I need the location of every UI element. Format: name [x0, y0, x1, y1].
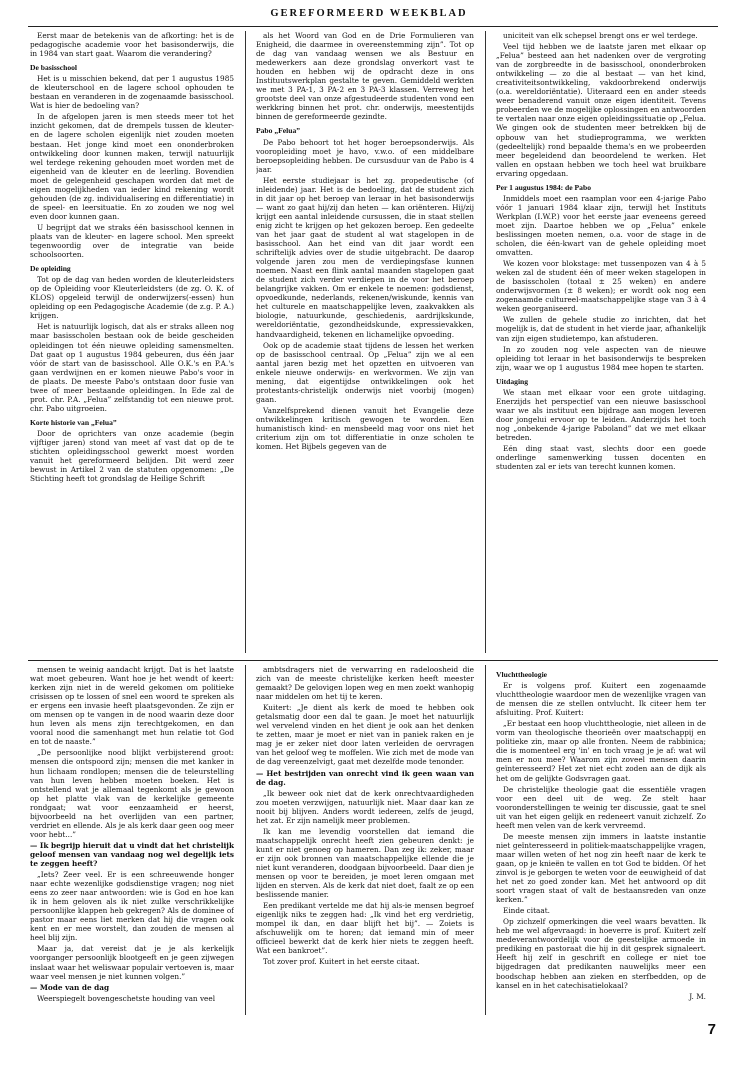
paragraph: Ik kan me levendig voorstellen dat iemand die maatschappelijk onrecht heeft zien gebeuren denkt: je kunt er niet genoeg op hameren. Dan zeg ik: zeker, maar er zijn ook bronnen van maatschappelijke ellende die je niet kunt veranderen, doodgaan bijvoorbeeld. Daar dien je mensen op voor te bereiden, je moet leren omgaan met lijden en sterven. Als de kerk dat niet doet, faalt ze op een beslissende manier. — [256, 826, 474, 900]
bottom-column-3 — [496, 665, 706, 1015]
paragraph: Tot zover prof. Kuitert in het eerste citaat. — [263, 957, 420, 967]
paragraph: Inmiddels moet een raamplan voor een 4-jarige Pabo vóór 1 januari 1984 klaar zijn, terwijl het Instituts Werkplan (I.W.P.) voor het eerste jaar eveneens gereed moet zijn. Daartoe hebben we op „Felua” enkele beslissingen moeten nemen, o.a. voor de stage in de scholen, die één-kwart van de gehele opleiding moet omvatten. — [496, 193, 706, 258]
section-heading: Pabo „Felua” — [256, 126, 301, 136]
paragraph: Veel tijd hebben we de laatste jaren met elkaar op „Felua” besteed aan het nadenken over de vergroting van de zorgbreedte in de basisschool, ononderbroken ontwikkeling — zo die al bestaat — van het kind, creativiteitsontwikkeling, vakdoorbrekend onderwijs (o.a. wereldoriëntatie). Uiteraard een en ander steeds weer benaderend vanuit onze eigen identiteit. Tevens probeerden we de mogelijke oplossingen en antwoorden te vertalen naar onze eigen opleidingssituatie op „Felua. We gingen ook de studenten meer betrekken bij de opbouw van het studieprogramma, we werkten (gedeeltelijk) rond bepaalde thema's en we probeerden meer begeleidend dan beoordelend te werken. Het vallen en opstaan hebben we toch heel wat bruikbare ervaring opgedaan. — [496, 42, 706, 178]
paragraph: Kuitert: „Je dient als kerk de moed te hebben ook getalsmatig door een dal te gaan. Je moet het natuurlijk wel vervelend vinden en het dient je ook aan het denken te zetten, maar je moet er niet van in paniek raken en je mag je er zeker niet door laten verleiden de oervragen van het geloof weg te moffelen. Wie zich met de mode van de dag vereenzelvigt, gaat met dezelfde mode tenonder. — [256, 703, 474, 767]
paragraph: als het Woord van God en de Drie Formulieren van Enigheid, die daarmee in overeenstemming zijn”. Tot op de dag van vandaag wensen we als Bestuur en medewerkers aan deze grondslag onverkort vast te houden en hebben wij de opdracht deze in ons Instituutswerkplan gestalte te geven. Gemiddeld werkten we met 3 PA-1, 3 PA-2 en 3 PA-3 klassen. Verreweg het grootste deel van onze afgestudeerde studenten vond een werkkring binnen het prot. chr. onderwijs, meestentijds binnen de gereformeerde gezindte. — [256, 31, 474, 122]
interview-question: — Het bestrijden van onrecht vind ik geen waan van de dag. — [256, 768, 474, 787]
paragraph: ambtsdragers niet de verwarring en radeloosheid die zich van de meeste christelijke kerken heeft meester gemaakt? De gelovigen lopen weg en men zoekt wanhopig naar middelen om het tij te keren. — [256, 665, 474, 702]
column-divider — [245, 665, 246, 1015]
paragraph: „Iets? Zeer veel. Er is een schreeuwende honger naar echte wezenlijke godsdienstige vragen; nog niet eens zo zeer naar antwoorden: wie is God en hoe kan ik in hem geloven als ik niet zulke verschrikkelijke persoonlijke klappen heb gekregen? Als de dominee of pastor maar eens liet merken dat hij die vragen ook kent en er mee worstelt, dan zouden de mensen al heel blij zijn. — [30, 870, 234, 943]
paragraph: Het is u misschien bekend, dat per 1 augustus 1985 de kleuterschool en de lagere school ophouden te bestaan en veranderen in de zogenaamde basisschool. Wat is hier de bedoeling van? — [30, 74, 234, 111]
paragraph: mensen te weinig aandacht krijgt. Dat is het laatste wat moet gebeuren. Want hoe je het wendt of keert: kerken zijn niet in de wereld gekomen om politieke crisissen op te lossen of snel een woord te spreken als er ergens een invasie heeft plaatsgevonden. Ze zijn er om mensen op te vangen in de nood waarin deze door hun leven als mens zijn terechtgekomen, en dan vooral nood die samenhangt met hun relatie tot God en tot de naaste.” — [30, 665, 234, 747]
section-heading: Per 1 augustus 1984: de Pabo — [496, 182, 591, 192]
interview-question: — Mode van de dag — [30, 982, 110, 992]
paragraph: Eerst maar de betekenis van de afkorting: het is de pedagogische academie voor het basisonderwijs, die in 1984 van start gaat. Waarom die verandering? — [30, 31, 234, 59]
section-heading: Uitdaging — [496, 376, 529, 386]
paragraph: We kozen voor blokstage: met tussenpozen van 4 à 5 weken zal de student één of meer weken stagelopen in de basisscholen (totaal ± 25 weken) en andere onderwijsvormen (± 8 weken); er wordt ook nog een zogenaamde cultureel-maatschappelijke stage van 3 à 4 weken georganiseerd. — [496, 259, 706, 314]
paragraph: „Ik beweer ook niet dat de kerk onrechtvaardigheden zou moeten verzwijgen, natuurlijk niet. Maar daar kan ze nooit bij blijven. Anders wordt iedereen, zelfs de jeugd, het zat. Er zijn namelijk meer problemen. — [256, 788, 474, 825]
top-column-1 — [30, 31, 234, 653]
section-heading: De opleiding — [30, 264, 71, 274]
paragraph: De christelijke theologie gaat die essentiële vragen voor een deel uit de weg. Ze stelt haar vooronderstellingen te weinig ter discussie, gaat te snel uit van het eigen gelijk en redeneert vanuit zichzelf. Zo heeft men velen van de kerk vervreemd. — [496, 784, 706, 830]
interview-question: — Ik begrijp hieruit dat u vindt dat het christelijk geloof mensen van vandaag nog wel degelijk iets te zeggen heeft? — [30, 840, 234, 868]
paragraph: We staan met elkaar voor een grote uitdaging. Enerzijds het perspectief van een nieuwe basisschool waar we als instituut een bijdrage aan mogen leveren door jongelui ervoor op te leiden. Anderzijds het toch nog „onbekende 4-jarige Paboland” dat we met elkaar betreden. — [496, 387, 706, 442]
bottom-column-1 — [30, 665, 234, 1015]
paragraph: uniciteit van elk schepsel brengt ons er wel terdege. — [503, 31, 698, 40]
author-signature: J. M. — [689, 991, 706, 1001]
paragraph: In zo zouden nog vele aspecten van de nieuwe opleiding tot leraar in het basisonderwijs te bespreken zijn, waar we op 1 augustus 1984 mee hopen te starten. — [496, 344, 706, 372]
paragraph: U begrijpt dat we straks één basisschool kennen in plaats van de kleuter- en lagere school. Men spreekt tegenwoordig over de integratie van beide schoolsoorten. — [30, 222, 234, 260]
paragraph: De Pabo behoort tot het hoger beroepsonderwijs. Als vooropleiding moet je havo, v.w.o. of een middelbare beroepsopleiding hebben. De cursusduur van de Pabo is 4 jaar. — [256, 137, 474, 174]
section-heading: Vluchttheologie — [496, 670, 548, 679]
bottom-column-2 — [256, 665, 474, 1015]
paragraph: De meeste mensen zijn immers in laatste instantie niet geïnteresseerd in politiek-maatschappelijke vragen, maar willen weten of het nog zin heeft naar de kerk te gaan, op je knieën te vallen en tot God te bidden. Of het zinvol is je geborgen te weten voor de eeuwigheid of dat het net zo goed zonder kan. Met het antwoord op dit soort vragen staat of valt de bestaansreden van onze kerken.” — [496, 831, 706, 905]
paragraph: In de afgelopen jaren is men steeds meer tot het inzicht gekomen, dat de drempels tussen de kleuter- en de lagere scholen eigenlijk niet zouden moeten bestaan. Het jonge kind moet een ononderbroken ontwikkeling door kunnen maken, terwijl natuurlijk wel terdege rekening gehouden moet worden met de eigenheid van de kleuter en de leerling. Bovendien moet de gelegenheid geschapen worden dat met de eigen mogelijkheden van ieder kind rekening wordt gehouden (de zg. individualisering en differentiatie) in de speel- en leersituatie. En zo zouden we nog wel even door kunnen gaan. — [30, 112, 234, 221]
paragraph: Door de oprichters van onze academie (begin vijftiger jaren) stond van meet af vast dat op de te stichten opleidingsschool gewerkt moest worden vanuit het gereformeerd belijden. Dit werd zeer bewust in Artikel 2 van de statuten opgenomen: „De Stichting heeft tot grondslag de Heilige Schrift — [30, 428, 234, 484]
top-column-2 — [256, 31, 474, 653]
paragraph: We zullen de gehele studie zo inrichten, dat het mogelijk is, dat de student in het vierde jaar, afhankelijk van zijn eigen studietempo, kan afstuderen. — [496, 315, 706, 343]
page-header: GEREFORMEERD WEEKBLAD — [270, 8, 468, 19]
paragraph: Vanzelfsprekend dienen vanuit het Evangelie deze ontwikkelingen kritisch gewogen te worden. Een humanistisch kind- en mensbeeld mag voor ons niet het criterium zijn om tot differentiatie in onze scholen te komen. Het Bijbels gegeven van de — [256, 405, 474, 452]
page-number: 7 — [707, 1021, 716, 1038]
paragraph: Een predikant vertelde me dat hij als-ie mensen begroef eigenlijk niks te zeggen had: „Ik vind het erg verdrietig, mompel ik dan, en daar blijft het bij”. — Zoiets is afschuwelijk om te horen; dat iemand min of meer officieel bewerkt dat de kerk hier niets te zeggen heeft. Wat een bankroet”. — [256, 901, 474, 956]
paragraph: „Er bestaat een hoop vluchttheologie, niet alleen in de vorm van theologische theorieën over maatschappij en politieke zin, maar op alle fronten. Neem de rabbinica; die is momenteel erg 'in' en toch vraag je je af: wat wil men er nou mee? Waarom zijn zoveel mensen daarin geïnteresseerd? Het zet niet echt zoden aan de dijk als het om de gelijkte Godsvragen gaat. — [496, 719, 706, 783]
paragraph: Het is natuurlijk logisch, dat als er straks alleen nog maar basisscholen bestaan ook de beide gescheiden opleidingen tot één nieuwe opleiding samensmelten. Dat gaat op 1 augustus 1984 gebeuren, dus één jaar vóór de start van de basisschool. Alle O.K.'s en P.A.'s gaan verdwijnen en er komen nieuwe Pabo's voor in de plaats. De meeste Pabo's ontstaan door fusie van twee of meer bestaande opleidingen. In Ede zal de prot. chr. P.A. „Felua” zelfstandig tot een nieuwe prot. chr. Pabo uitgroeien. — [30, 322, 234, 413]
paragraph: Ook op de academie staat tijdens de lessen het werken op de basisschool centraal. Op „Felua” zijn we al een aantal jaren bezig met het opzetten en uitvoeren van enkele nieuwe onderwijs- en werkvormen. We zijn van mening, dat eigentijdse ontwikkelingen ook het protestants-christelijk onderwijs niet voorbij (mogen) gaan. — [256, 340, 474, 404]
column-divider — [245, 31, 246, 653]
header-rule — [28, 26, 718, 27]
paragraph: Maar ja, dat vereist dat je je als kerkelijk voorganger persoonlijk blootgeeft en je geen zijwegen inslaat waar het weliswaar populair vertoeven is, maar waar veel mensen je niet kunnen volgen.” — [30, 944, 234, 981]
section-rule — [28, 660, 718, 661]
paragraph: Er is volgens prof. Kuitert een zogenaamde vluchttheologie waardoor men de wezenlijke vragen van de mensen die ze stellen ontvlucht. Ik citeer hem ter afsluiting. Prof. Kuitert: — [496, 681, 706, 718]
paragraph: Einde citaat. — [503, 906, 550, 916]
paragraph: „De persoonlijke nood blijkt verbijsterend groot: mensen die ontspoord zijn; mensen die met kanker in hun lichaam rondlopen; mensen die de teleurstelling van hun leven hebben moeten boeken. Het is ontstellend wat je allemaal tegenkomt als je gewoon op het platte vlak van de kerkelijke gemeente rondgaat; wat voor eenzaamheid er heerst, bijvoorbeeld na het overlijden van een partner, verdriet en ellende. Als je als kerk daar geen oog meer voor hebt...” — [30, 748, 234, 839]
column-divider — [485, 31, 486, 653]
paragraph: Eén ding staat vast, slechts door een goede onderlinge samenwerking tussen docenten en studenten zal er iets van terecht kunnen komen. — [496, 444, 706, 472]
paragraph: Weerspiegelt bovengeschetste houding van veel — [37, 993, 216, 1003]
paragraph: Op zichzelf opmerkingen die veel waars bevatten. Ik heb me wel afgevraagd: in hoeverre is prof. Kuitert zelf medeverantwoordelijk voor de geestelijke armoede in prediking en pastoraat die hij in dit gesprek signaleert. Heeft hij zelf in geschrift en college er niet toe bijgedragen dat predikanten nauwelijks meer een boodschap hebben aan zieken en sterfbedden, op de kansel en in het catechisatielokaal? — [496, 917, 706, 990]
section-heading: Korte historie van „Felua” — [30, 417, 117, 427]
top-column-3 — [496, 31, 706, 653]
column-divider — [485, 665, 486, 1015]
paragraph: Tot op de dag van heden worden de kleuterleidsters op de Opleiding voor Kleuterleidsters (de zg. O. K. of KLOS) opgeleid terwijl de onderwijzers(-essen) hun opleiding op een Pedagogische Academie (de z.g. P. A.) krijgen. — [30, 275, 234, 321]
section-heading: De basisschool — [30, 63, 78, 73]
paragraph: Het eerste studiejaar is het zg. propedeutische (of inleidende) jaar. Het is de bedoeling, dat de student zich in dit jaar op het beroep van leraar in het basisonderwijs — want zo gaat hij/zij dan heten — kan oriënteren. Hij/zij krijgt een aantal inleidende cursussen, die in staat stellen enig zicht te krijgen op het gekozen beroep. Een gedeelte van het jaar gaat de student al wat stagelopen in de basisschool. Aan het eind van dit jaar wordt een schriftelijk advies over de studie uitgebracht. De daarop volgende jaren zou men de verdiepingsfase kunnen noemen. Naast een flink aantal maanden stagelopen gaat de student zich verder verdiepen in de voor het beroep belangrijke vakken. Om er enkele te noemen: godsdienst, opvoedkunde, nederlands, rekenen/wiskunde, kennis van het culturele en maatschappelijke leven, zaakvakken als biologie, natuurkunde, geschiedenis, aardrijkskunde, wereldoriëntatie, gezondheidskunde, expressievakken, handvaardigheid, tekenen en lichamelijke opvoeding. — [256, 175, 474, 339]
